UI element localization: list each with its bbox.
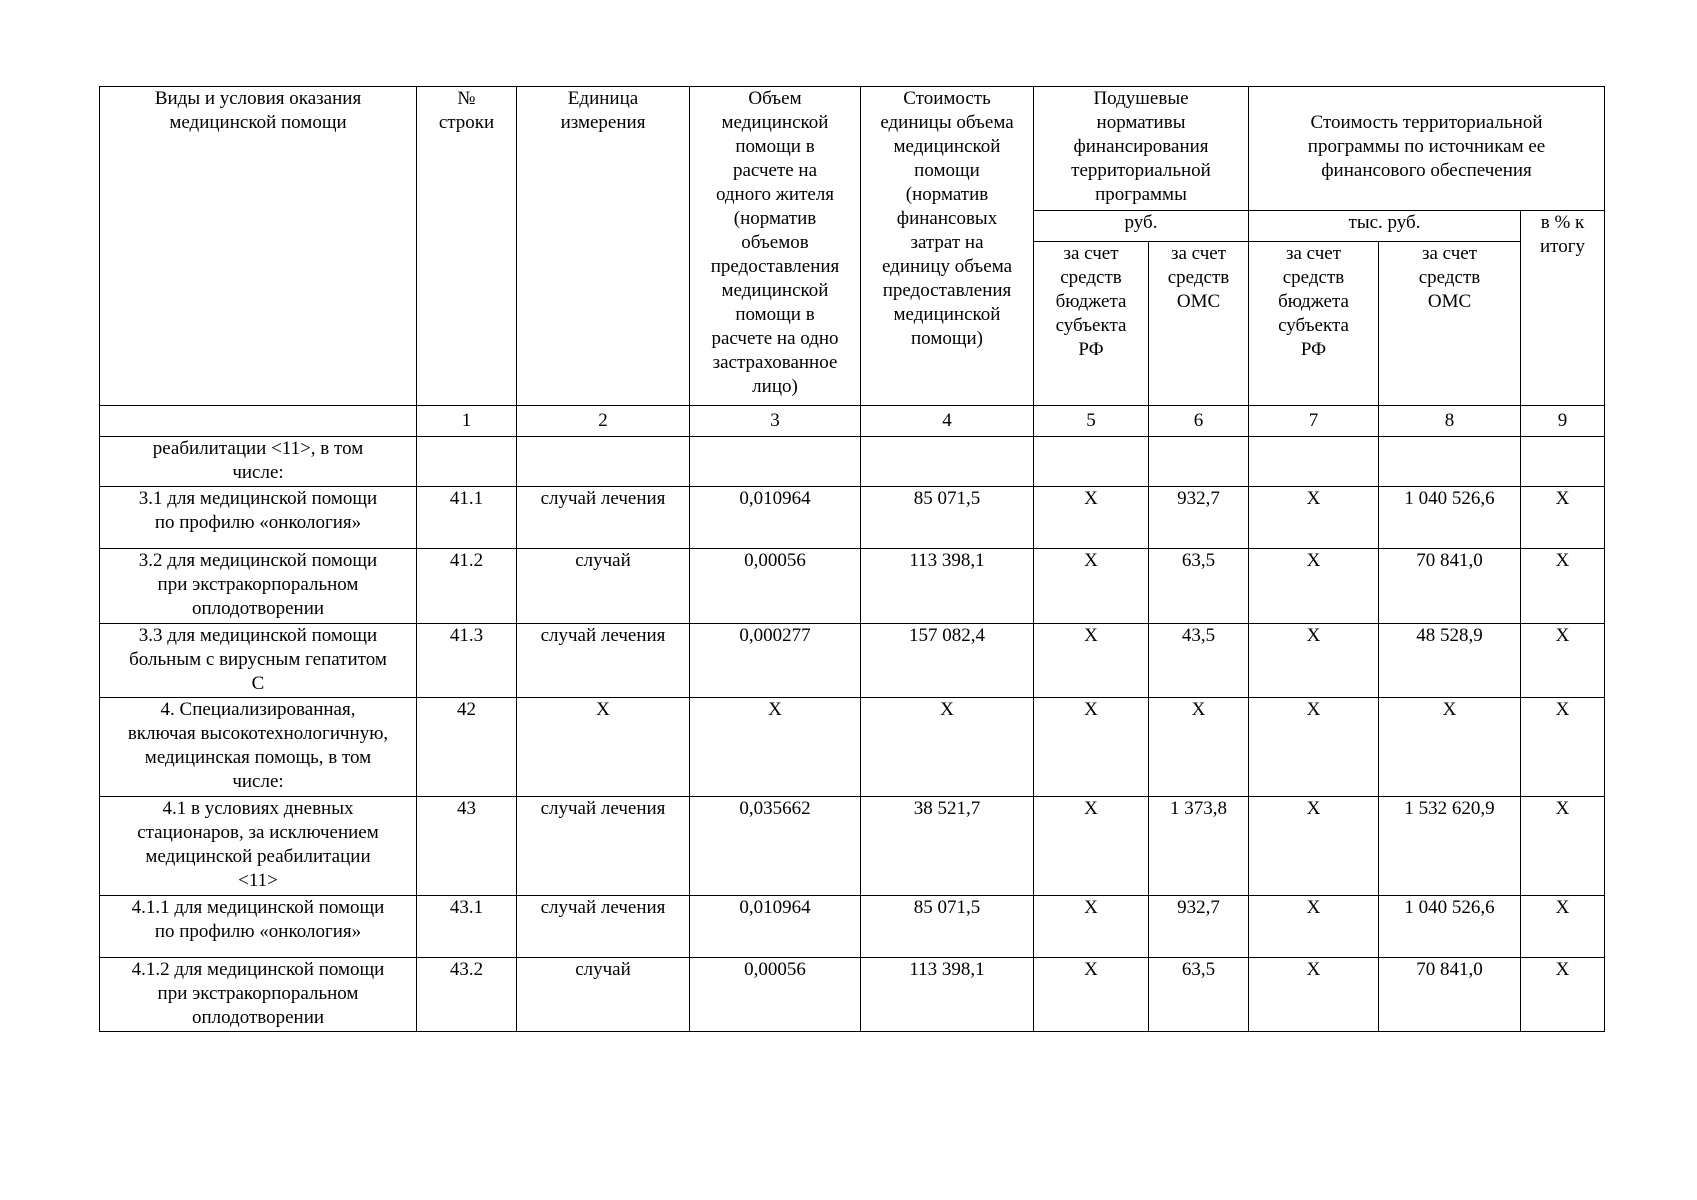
column-number: 7 [1249,406,1379,437]
row-name: 3.2 для медицинской помощи при экстракорпоральном оплодотворении [100,549,417,624]
row-oms-rub: Х [1149,698,1249,797]
column-number: 5 [1034,406,1149,437]
row-name: 3.3 для медицинской помощи больным с вирусным гепатитом С [100,624,417,698]
header-budget-thousand: за счет средств бюджета субъекта РФ [1249,242,1379,406]
row-oms-thousand: 70 841,0 [1379,958,1521,1032]
row-volume [690,437,861,487]
row-volume: 0,000277 [690,624,861,698]
header-budget-rub: за счет средств бюджета субъекта РФ [1034,242,1149,406]
row-budget-thousand: Х [1249,624,1379,698]
row-name: 4.1 в условиях дневных стационаров, за исключением медицинской реабилитации <11> [100,797,417,896]
row-unit-cost: 157 082,4 [861,624,1034,698]
row-percent: Х [1521,549,1605,624]
row-oms-rub: 932,7 [1149,487,1249,549]
header-unit: Единица измерения [517,87,690,406]
row-oms-rub: 63,5 [1149,958,1249,1032]
row-budget-rub: Х [1034,487,1149,549]
column-number: 6 [1149,406,1249,437]
table-row [100,437,1605,487]
header-program-cost-group: Стоимость территориальной программы по источникам ее финансового обеспечения [1249,87,1605,211]
row-oms-rub: 932,7 [1149,896,1249,958]
row-budget-rub: Х [1034,896,1149,958]
header-unit-cost: Стоимость единицы объема медицинской помощи (норматив финансовых затрат на единицу объема предоставления медицинской помощи) [861,87,1034,406]
row-name: 4.1.2 для медицинской помощи при экстракорпоральном оплодотворении [100,958,417,1032]
row-percent: Х [1521,624,1605,698]
row-budget-rub: Х [1034,797,1149,896]
row-budget-rub [1034,437,1149,487]
row-percent: Х [1521,958,1605,1032]
row-percent [1521,437,1605,487]
row-unit-cost [861,437,1034,487]
row-budget-thousand: Х [1249,958,1379,1032]
row-oms-thousand [1379,437,1521,487]
row-budget-rub: Х [1034,698,1149,797]
row-budget-rub: Х [1034,624,1149,698]
header-unit-thousand-rub: тыс. руб. [1249,211,1521,242]
row-unit-cost: 113 398,1 [861,549,1034,624]
table-row [100,549,1605,624]
row-volume: 0,010964 [690,896,861,958]
header-oms-rub: за счет средств ОМС [1149,242,1249,406]
column-number: 8 [1379,406,1521,437]
row-oms-thousand: 1 040 526,6 [1379,487,1521,549]
row-unit: случай лечения [517,896,690,958]
row-budget-rub: Х [1034,958,1149,1032]
row-name: 4. Специализированная, включая высокотехнологичную, медицинская помощь, в том числе: [100,698,417,797]
row-unit: случай лечения [517,797,690,896]
row-budget-thousand: Х [1249,896,1379,958]
table-row [100,698,1605,797]
row-number [417,437,517,487]
row-volume: 0,035662 [690,797,861,896]
column-number: 1 [417,406,517,437]
row-unit: случай [517,958,690,1032]
table-row [100,958,1605,1032]
row-number: 41.2 [417,549,517,624]
column-number: 3 [690,406,861,437]
row-budget-thousand: Х [1249,549,1379,624]
row-volume: 0,010964 [690,487,861,549]
row-number: 42 [417,698,517,797]
row-unit-cost: 113 398,1 [861,958,1034,1032]
row-percent: Х [1521,896,1605,958]
column-number: 4 [861,406,1034,437]
table-row [100,624,1605,698]
row-unit-cost: 38 521,7 [861,797,1034,896]
row-oms-rub: 63,5 [1149,549,1249,624]
row-budget-thousand: Х [1249,698,1379,797]
row-unit: случай лечения [517,487,690,549]
row-percent: Х [1521,698,1605,797]
row-unit: Х [517,698,690,797]
header-volume: Объем медицинской помощи в расчете на одного жителя (норматив объемов предоставления медицинской помощи в расчете на одно застрахованное лицо) [690,87,861,406]
row-percent: Х [1521,797,1605,896]
row-number: 41.1 [417,487,517,549]
row-number: 43 [417,797,517,896]
header-kind: Виды и условия оказания медицинской помощи [100,87,417,406]
row-oms-rub [1149,437,1249,487]
row-budget-thousand [1249,437,1379,487]
row-oms-thousand: 1 532 620,9 [1379,797,1521,896]
row-number: 43.2 [417,958,517,1032]
column-number: 2 [517,406,690,437]
row-name: реабилитации <11>, в том числе: [100,437,417,487]
row-budget-rub: Х [1034,549,1149,624]
header-row-number: № строки [417,87,517,406]
row-percent: Х [1521,487,1605,549]
row-name: 4.1.1 для медицинской помощи по профилю «онкология» [100,896,417,958]
row-oms-thousand: 1 040 526,6 [1379,896,1521,958]
row-number: 43.1 [417,896,517,958]
header-per-capita-group: Подушевые нормативы финансирования территориальной программы [1034,87,1249,211]
financing-table [99,86,1605,1032]
row-oms-rub: 1 373,8 [1149,797,1249,896]
table-row [100,487,1605,549]
row-volume: Х [690,698,861,797]
header-row-1 [100,87,1605,211]
row-oms-rub: 43,5 [1149,624,1249,698]
row-name: 3.1 для медицинской помощи по профилю «онкология» [100,487,417,549]
row-unit: случай лечения [517,624,690,698]
row-oms-thousand: Х [1379,698,1521,797]
table-row [100,797,1605,896]
row-oms-thousand: 70 841,0 [1379,549,1521,624]
row-volume: 0,00056 [690,549,861,624]
header-oms-thousand: за счет средств ОМС [1379,242,1521,406]
header-unit-rub: руб. [1034,211,1249,242]
column-number [100,406,417,437]
row-unit: случай [517,549,690,624]
column-number-row [100,406,1605,437]
row-unit-cost: 85 071,5 [861,896,1034,958]
column-number: 9 [1521,406,1605,437]
row-volume: 0,00056 [690,958,861,1032]
row-budget-thousand: Х [1249,797,1379,896]
row-oms-thousand: 48 528,9 [1379,624,1521,698]
header-percent-of-total: в % к итогу [1521,211,1605,406]
row-number: 41.3 [417,624,517,698]
row-unit-cost: Х [861,698,1034,797]
row-unit-cost: 85 071,5 [861,487,1034,549]
row-unit [517,437,690,487]
row-budget-thousand: Х [1249,487,1379,549]
table-row [100,896,1605,958]
